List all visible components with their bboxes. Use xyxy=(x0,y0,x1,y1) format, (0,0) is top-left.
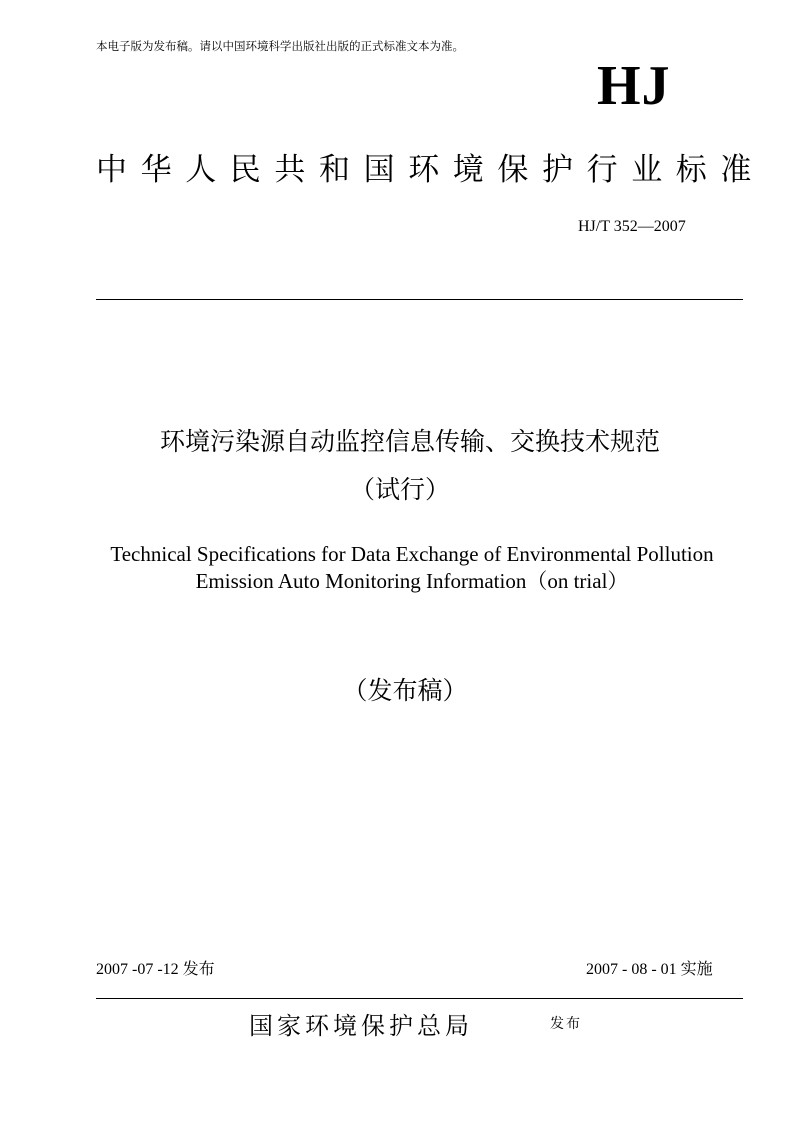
publication-notice: 本电子版为发布稿。请以中国环境科学出版社出版的正式标准文本为准。 xyxy=(96,39,464,53)
chinese-title: 环境污染源自动监控信息传输、交换技术规范 xyxy=(159,427,660,456)
implementation-date: 2007 - 08 - 01 实施 xyxy=(586,961,713,978)
top-divider xyxy=(96,299,743,300)
english-title-line-1: Technical Specifications for Data Exchange of Environmental Pollution xyxy=(110,542,714,566)
chinese-subtitle: （试行） xyxy=(349,475,450,504)
standard-type-heading: 中华人民共和国环境保护行业标准 xyxy=(96,152,765,188)
english-title-line-2: Emission Auto Monitoring Information（on trial） xyxy=(195,569,629,593)
issuing-agency: 国家环境保护总局 xyxy=(249,1012,473,1040)
english-title xyxy=(0,541,800,595)
bottom-divider xyxy=(96,998,743,999)
issue-date: 2007 -07 -12 发布 xyxy=(96,961,215,978)
standard-number: HJ/T 352—2007 xyxy=(578,218,686,235)
hj-logo: HJ xyxy=(597,55,671,117)
agency-action-label: 发布 xyxy=(550,1016,582,1032)
draft-label: （发布稿） xyxy=(342,676,468,705)
